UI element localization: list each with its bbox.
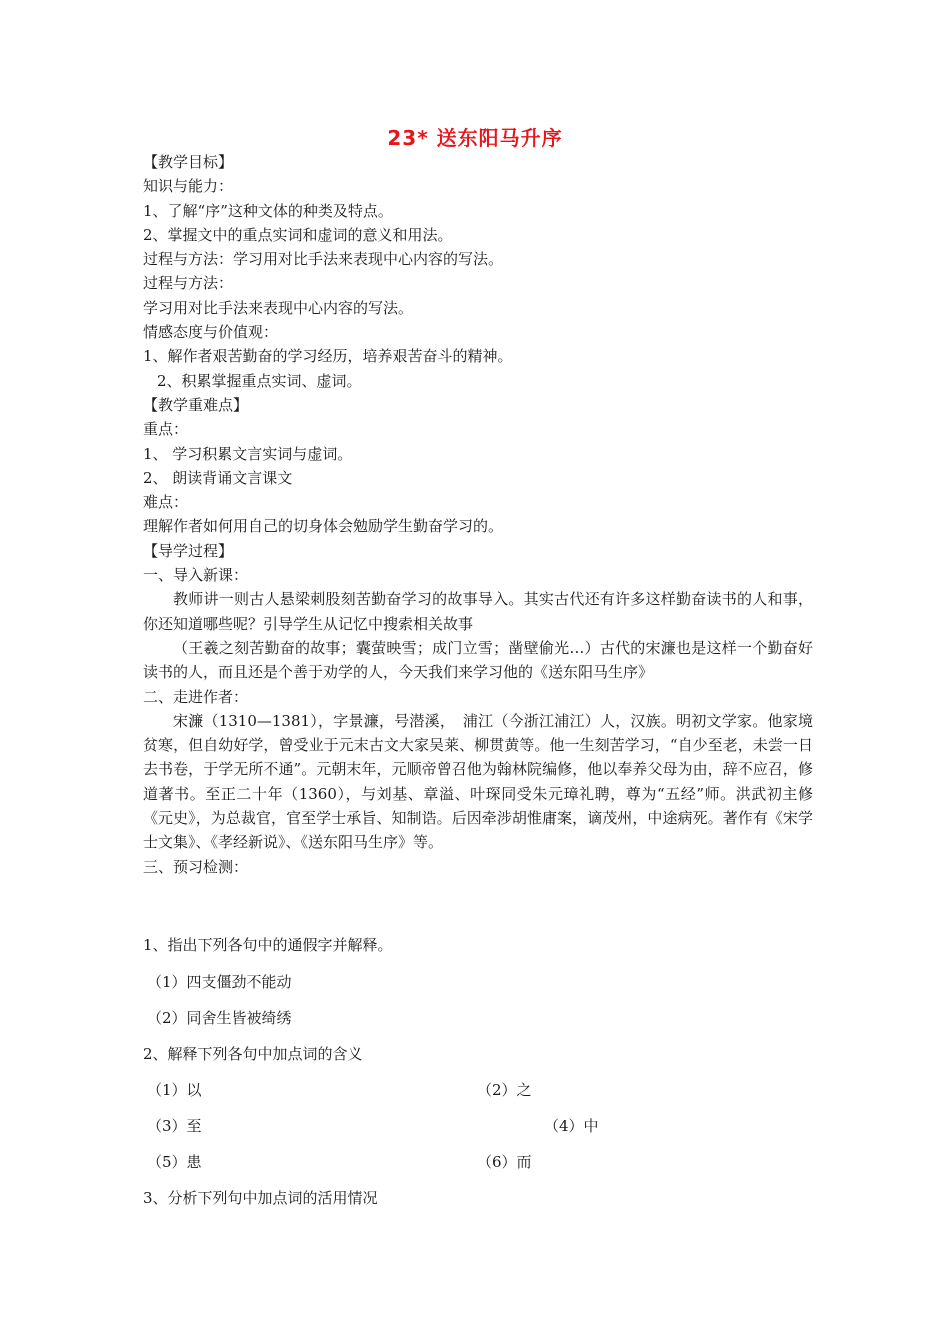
question-item: （2）同舍生皆被绮绣 [147,1009,292,1027]
text-line: 学习用对比手法来表现中心内容的写法。 [143,298,414,317]
section-heading-objectives: 【教学目标】 [143,153,234,171]
text-line: 难点： [143,493,189,512]
text-line: 情感态度与价值观： [143,323,279,342]
question-item: （6）而 [477,1153,532,1171]
text-line: 1、了解“序”这种文体的种类及特点。 [143,201,393,220]
text-line: 知识与能力： [143,177,234,196]
section-heading-process: 【导学过程】 [143,541,234,560]
text-line: 过程与方法： [143,274,234,293]
question-item: （3）至 [147,1117,202,1135]
question-item: （2）之 [477,1081,532,1099]
text-line: 一、导入新课： [143,566,249,585]
text-line: 理解作者如何用自己的切身体会勉励学生勤奋学习的。 [143,517,504,536]
question-3: 3、分析下列句中加点词的活用情况 [143,1189,378,1207]
text-line: 2、积累掌握重点实词、虚词。 [157,371,362,390]
text-line: 2、掌握文中的重点实词和虚词的意义和用法。 [143,225,453,244]
question-item: （5）患 [147,1153,202,1171]
section-heading-keypoints: 【教学重难点】 [143,395,249,414]
question-item: （1）以 [147,1081,202,1099]
text-line: 重点： [143,420,189,439]
question-item: （4）中 [544,1117,599,1135]
text-line: 1、 学习积累文言实词与虚词。 [143,444,353,463]
intro-paragraph: 教师讲一则古人悬梁刺股刻苦勤奋学习的故事导入。其实古代还有许多这样勤奋读书的人和事，你还知道哪些呢？引导学生从记忆中搜索相关故事 [143,590,813,633]
page-title: 23* 送东阳马升序 [387,126,563,150]
text-line: 1、解作者艰苦勤奋的学习经历，培养艰苦奋斗的精神。 [143,347,513,366]
document-body [143,150,813,879]
question-1: 1、指出下列各句中的通假字并解释。 [143,936,393,954]
author-heading: 二、走进作者： [143,687,249,706]
question-item: （1）四支僵劲不能动 [147,973,292,991]
question-2: 2、解释下列各句中加点词的含义 [143,1045,363,1063]
text-line: 过程与方法：学习用对比手法来表现中心内容的写法。 [143,250,504,269]
preview-heading: 三、预习检测： [143,857,249,876]
text-line: 2、 朗读背诵文言课文 [143,468,293,487]
intro-paragraph: （王羲之刻苦勤奋的故事；囊萤映雪；成门立雪；凿壁偷光…）古代的宋濂也是这样一个勤奋好读书的人，而且还是个善于劝学的人，今天我们来学习他的《送东阳马生序》 [143,638,813,682]
author-paragraph: 宋濂（1310—1381），字景濂，号潜溪， 浦江（今浙江浦江）人，汉族。明初文学家。他家境贫寒，但自幼好学，曾受业于元末古文大家吴莱、柳贯黄等。他一生刻苦学习，“自少至老，未尝一日去书卷，于学无所不通”。元朝末年，元顺帝曾召他为翰林院编修，他以奉养父母为由，辞不应召，修道著书。至正二十年（1360），与刘基、章溢、叶琛同受朱元璋礼聘，尊为“五经”师。洪武初主修《元史》，为总裁官，官至学士承旨、知制诰。后因牵涉胡惟庸案，谪茂州，中途病死。著作有《宋学士文集》、《孝经新说》、《送东阳马生序》等。 [143,711,813,852]
